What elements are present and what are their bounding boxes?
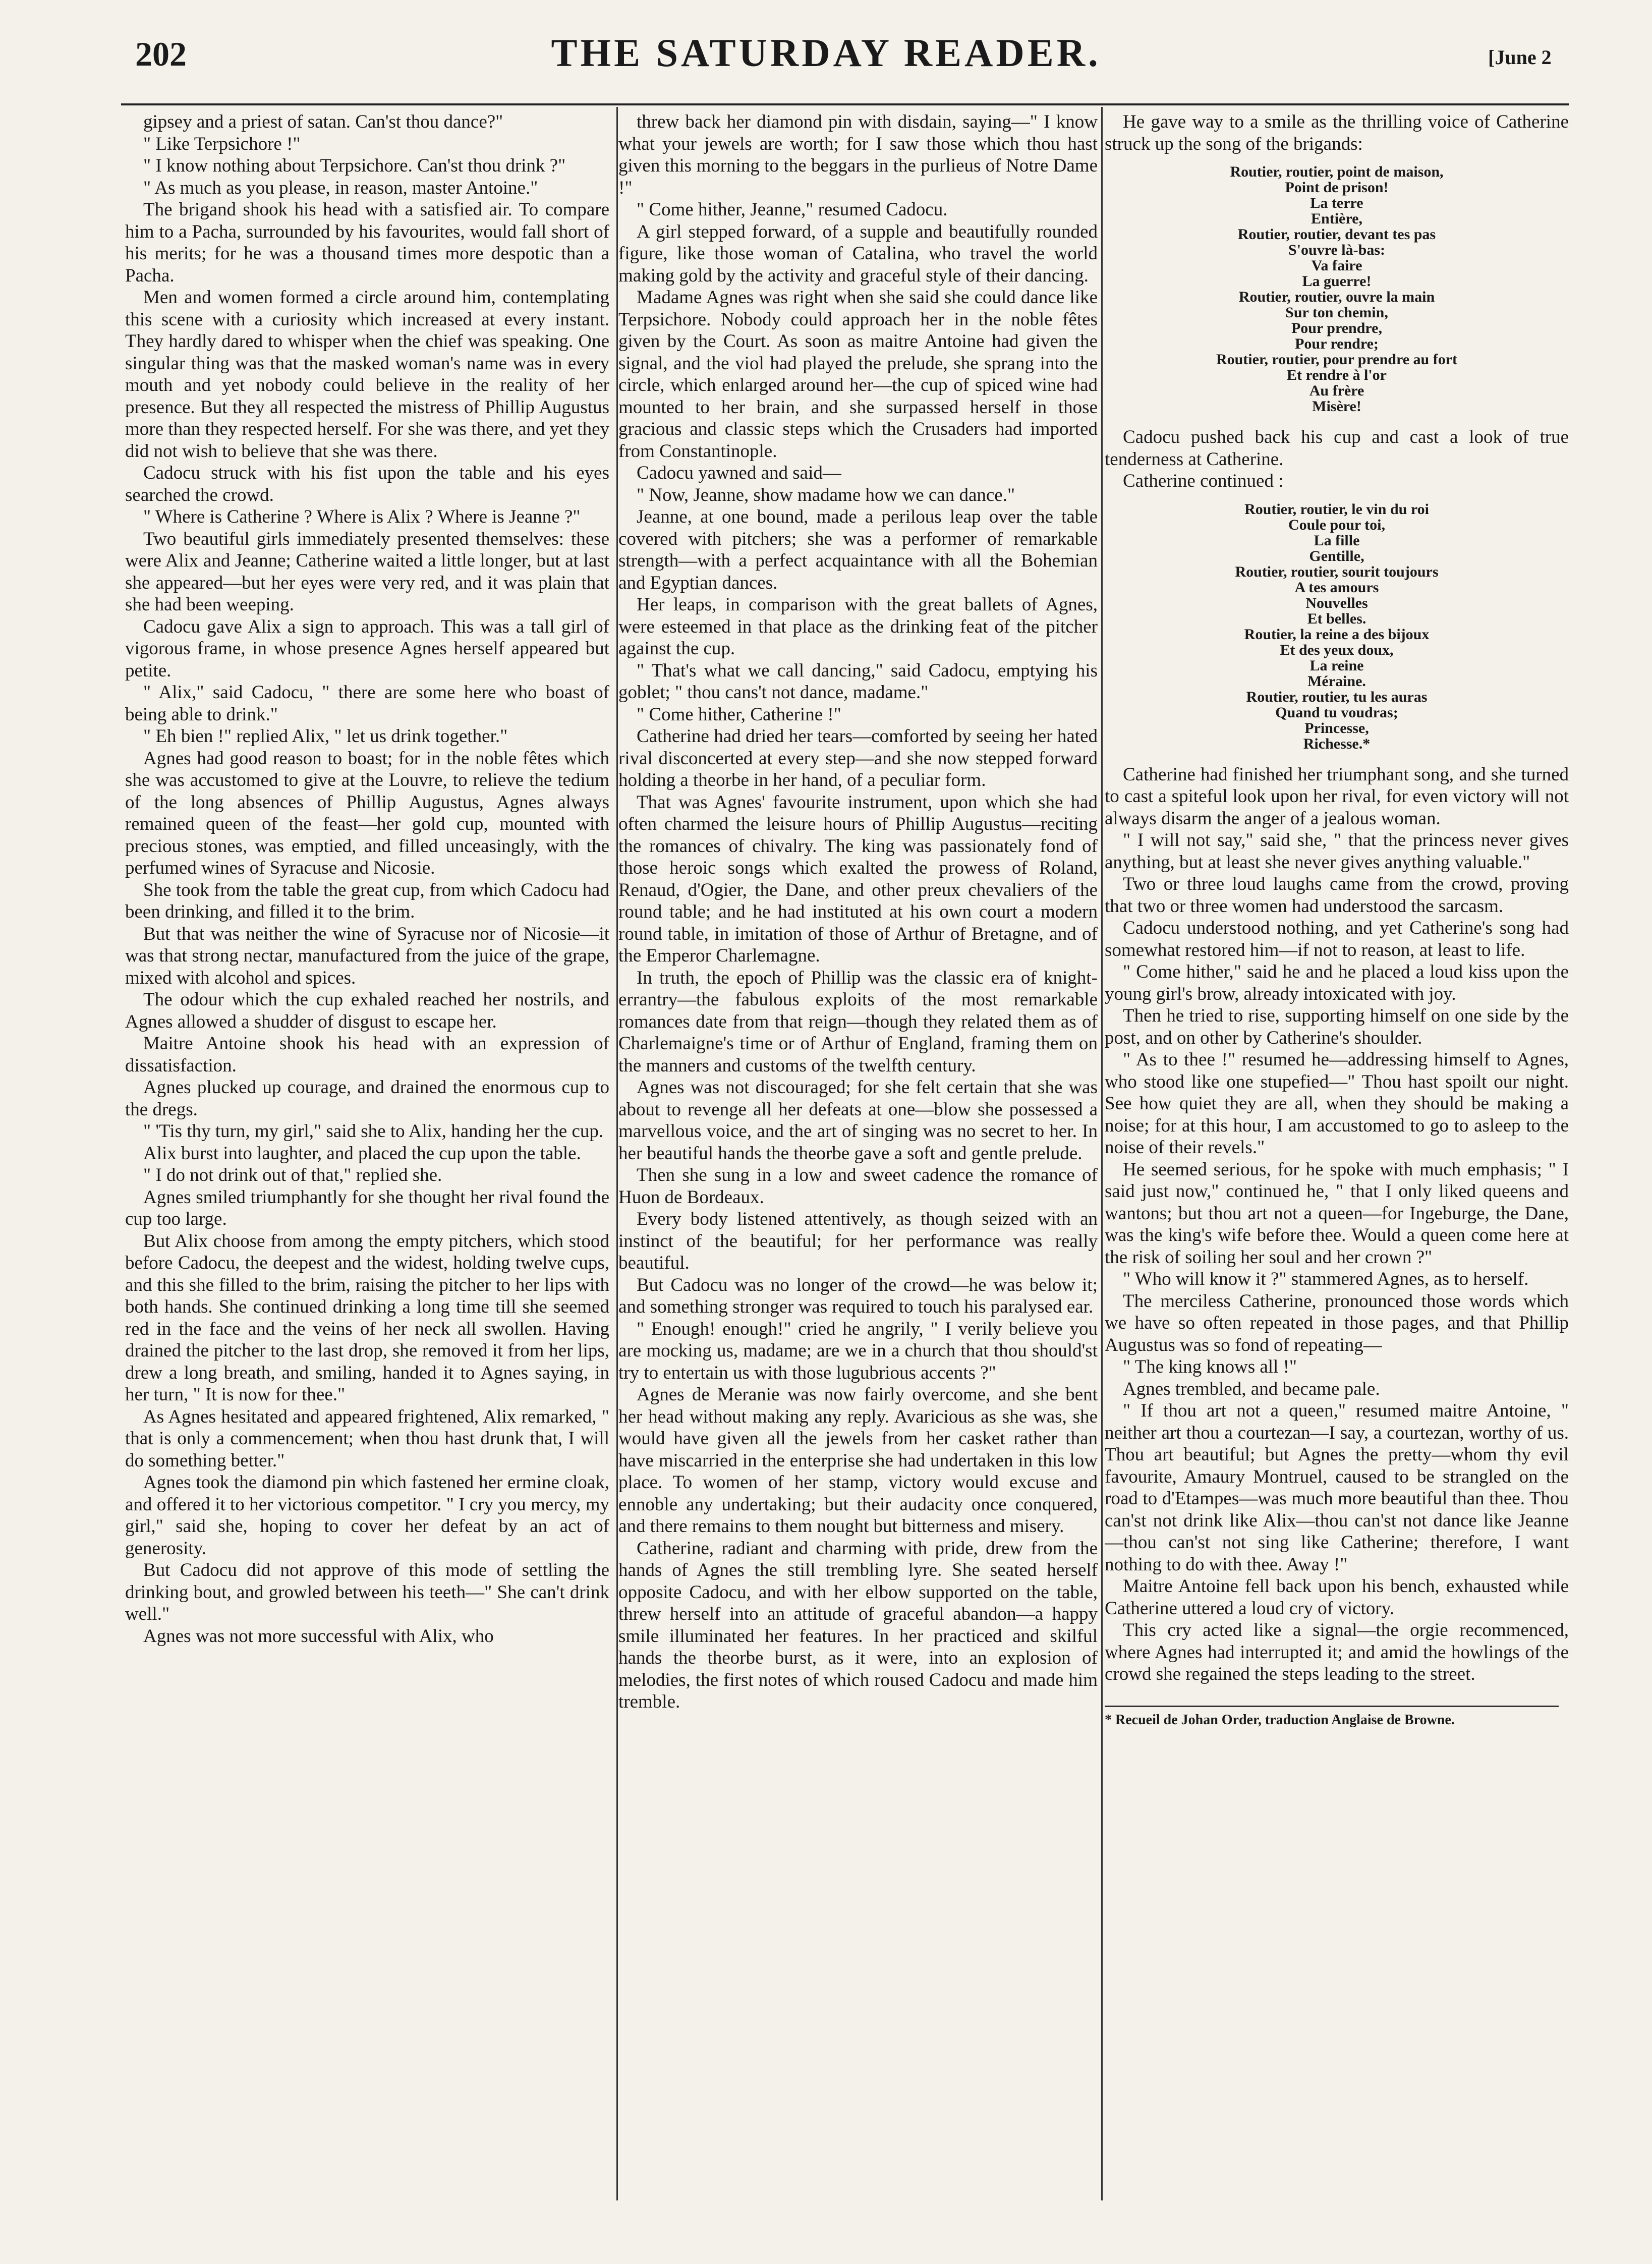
paragraph: threw back her diamond pin with disdain, saying—" I know what your jewels are worth; for I saw those which thou hast given this morning to the beggars in the purlieus of Notre Dame !" <box>618 111 1098 198</box>
paragraph: This cry acted like a signal—the orgie recommenced, where Agnes had interrupted it; and amid the howlings of the crowd she regained the steps leading to the street. <box>1105 1620 1569 1684</box>
verse-line: Va faire <box>1311 257 1362 274</box>
song-intro <box>1105 111 1569 155</box>
verse-line: Nouvelles <box>1305 594 1368 611</box>
column-3-body <box>1105 764 1569 1685</box>
paragraph: He gave way to a smile as the thrilling voice of Catherine struck up the song of the brigands: <box>1105 111 1569 154</box>
verse-line: Au frère <box>1309 382 1364 399</box>
column-3 <box>1105 111 1569 2210</box>
paragraph: Agnes trembled, and became pale. <box>1123 1378 1380 1399</box>
paragraph: " Eh bien !" replied Alix, " let us drink together." <box>143 726 508 747</box>
paragraph: Cadocu struck with his fist upon the table and his eyes searched the crowd. <box>125 463 609 505</box>
paragraph: The brigand shook his head with a satisfied air. To compare him to a Pacha, surrounded by his favourites, would fall short of his merits; for he was a thousand times more despotic than a Pacha. <box>125 199 609 286</box>
verse-line: La terre <box>1310 195 1363 211</box>
paragraph: Jeanne, at one bound, made a perilous leap over the table covered with pitchers; she was a performer of remarkable strength—with a perfect acquaintance with all the Bohemian and Egyptian dances. <box>618 506 1098 593</box>
footnote-rule <box>1105 1706 1559 1707</box>
paragraph: " Come hither, Catherine !" <box>637 704 841 725</box>
paragraph: Agnes smiled triumphantly for she thought her rival found the cup too large. <box>125 1186 609 1229</box>
paragraph: " If thou art not a queen," resumed maitre Antoine, " neither art thou a courtezan—I say, a courtezan, worthy of us. Thou art beautiful; but Agnes the pretty—whom thy evil favourite, Amaury Montruel, caused to be strangled on the road to d'Etampes—was much more beautiful than thee. Thou can'st not drink like Alix—thou can'st not dance like Jeanne—thou can'st not sing like Catherine; therefore, I want nothing to do with thee. Away !" <box>1105 1400 1569 1575</box>
paragraph: Catherine had dried her tears—comforted by seeing her hated rival disconcerted at every step—and she now stepped forward holding a theorbe in her hand, of a peculiar form. <box>618 726 1098 790</box>
paragraph: As Agnes hesitated and appeared frightened, Alix remarked, " that is only a commencement; when thou hast drunk that, I will do something better." <box>125 1406 609 1471</box>
paragraph: " Come hither," said he and he placed a loud kiss upon the young girl's brow, already intoxicated with joy. <box>1105 961 1569 1004</box>
paragraph: " Alix," said Cadocu, " there are some here who boast of being able to drink." <box>125 682 609 725</box>
paragraph: " Come hither, Jeanne," resumed Cadocu. <box>637 199 948 220</box>
column-1 <box>125 111 609 2210</box>
verse-line: Et belles. <box>1307 610 1366 627</box>
song-verse-2 <box>1105 501 1569 752</box>
verse-line: Coule pour toi, <box>1288 516 1385 533</box>
verse-line: Routier, routier, pour prendre au fort <box>1216 351 1458 368</box>
paragraph: " Enough! enough!" cried he angrily, " I verily believe you are mocking us, madame; are we in a church that thou should'st try to entertain us with those lugubrious accents ?" <box>618 1318 1098 1383</box>
paragraph: Two beautiful girls immediately presented themselves: these were Alix and Jeanne; Catherine waited a little longer, but at last she appeared—but her eyes were very red, and it was plain that she had been weeping. <box>125 528 609 615</box>
verse-line: Routier, routier, point de maison, <box>1230 163 1444 180</box>
verse-line: Routier, la reine a des bijoux <box>1244 626 1430 643</box>
masthead <box>0 30 1652 86</box>
song-verse-1 <box>1105 164 1569 414</box>
verse-line: Quand tu voudras; <box>1275 704 1398 721</box>
verse-line: Misère! <box>1312 398 1361 415</box>
footnote: * Recueil de Johan Order, traduction Anglaise de Browne. <box>1105 1712 1455 1728</box>
column-divider-2 <box>1101 107 1103 2200</box>
paragraph: " As much as you please, in reason, master Antoine." <box>143 177 538 198</box>
verse-line: Entière, <box>1311 210 1362 227</box>
verse-line: Routier, routier, tu les auras <box>1246 688 1428 705</box>
paragraph: gipsey and a priest of satan. Can'st thou dance?" <box>143 111 503 132</box>
paragraph: She took from the table the great cup, from which Cadocu had been drinking, and filled it to the brim. <box>125 879 609 922</box>
verse-line: La reine <box>1309 657 1364 674</box>
paragraph: Cadocu understood nothing, and yet Catherine's song had somewhat restored him—if not to reason, at least to life. <box>1105 918 1569 960</box>
paragraph: Maitre Antoine shook his head with an expression of dissatisfaction. <box>125 1033 609 1076</box>
verse-line: S'ouvre là-bas: <box>1288 242 1385 258</box>
paragraph: Agnes had good reason to boast; for in the noble fêtes which she was accustomed to give at the Louvre, to relieve the tedium of the long absences of Phillip Augustus, Agnes always remained queen of the feast—her gold cup, mounted with precious stones, was emptied, and filled unceasingly, with the perfumed wines of Syracuse and Nicosie. <box>125 748 609 878</box>
verse-line: Routier, routier, le vin du roi <box>1244 500 1429 518</box>
paragraph: " Like Terpsichore !" <box>143 133 301 154</box>
verse-line: Gentille, <box>1309 547 1364 564</box>
verse-line: Et rendre à l'or <box>1286 367 1387 383</box>
paragraph: " I will not say," said she, " that the princess never gives anything, but at least she never gives anything valuable." <box>1105 830 1569 873</box>
paragraph: Maitre Antoine fell back upon his bench, exhausted while Catherine uttered a loud cry of victory. <box>1105 1576 1569 1619</box>
paragraph: Men and women formed a circle around him, contemplating this scene with a curiosity which increased at every instant. They hardly dared to whisper when the chief was speaking. One singular thing was that the masked woman's name was in every mouth and yet nobody could believe in the reality of her presence. But they all respected the mistress of Phillip Augustus more than they respected herself. For she was there, and yet they did not wish to believe that she was there. <box>125 287 609 462</box>
paragraph: " Now, Jeanne, show madame how we can dance." <box>637 484 1015 505</box>
verse-line: La guerre! <box>1302 273 1372 290</box>
paragraph: But Cadocu was no longer of the crowd—he was below it; and something stronger was required to touch his paralysed ear. <box>618 1274 1098 1317</box>
paragraph: Agnes de Meranie was now fairly overcome, and she bent her head without making any reply. Avaricious as she was, she would have given all the jewels from her casket rather than have miscarried in the enterprise she had undertaken in this low place. To women of her stamp, victory would excuse and ennoble any undertaking; but their audacity once conquered, and there remains to them nought but bitterness and misery. <box>618 1384 1098 1537</box>
verse-line: Princesse, <box>1304 719 1369 737</box>
newspaper-title: THE SATURDAY READER. <box>551 31 1101 75</box>
verse-line: Méraine. <box>1307 672 1366 690</box>
paragraph: But Cadocu did not approve of this mode of settling the drinking bout, and growled between his teeth—" She can't drink well." <box>125 1560 609 1624</box>
verse-line: Routier, routier, ouvre la main <box>1238 289 1435 305</box>
song-interlude <box>1105 426 1569 492</box>
paragraph: " That's what we call dancing," said Cadocu, emptying his goblet; " thou cans't not dance, madame." <box>618 660 1098 703</box>
paragraph: Then he tried to rise, supporting himself on one side by the post, and on other by Catherine's shoulder. <box>1105 1005 1569 1048</box>
paragraph: Agnes plucked up courage, and drained the enormous cup to the dregs. <box>125 1077 609 1120</box>
paragraph: Agnes took the diamond pin which fastened her ermine cloak, and offered it to her victorious competitor. " I cry you mercy, my girl," said she, hoping to cover her defeat by an act of generosity. <box>125 1472 609 1559</box>
paragraph: Catherine, radiant and charming with pride, drew from the hands of Agnes the still trembling lyre. She seated herself opposite Cadocu, and with her elbow supported on the table, threw herself into an attitude of graceful abandon—a happy smile illuminated her features. In her practiced and skilful hands the theorbe burst, as it were, into an explosion of melodies, the first notes of which roused Cadocu and made him tremble. <box>618 1538 1098 1712</box>
column-divider-1 <box>616 107 618 2200</box>
paragraph: Catherine had finished her triumphant song, and she turned to cast a spiteful look upon her rival, for even victory will not always disarm the anger of a jealous woman. <box>1105 764 1569 829</box>
paragraph: " I do not drink out of that," replied she. <box>143 1165 442 1185</box>
paragraph: The odour which the cup exhaled reached her nostrils, and Agnes allowed a shudder of disgust to escape her. <box>125 989 609 1032</box>
paragraph: But Alix choose from among the empty pitchers, which stood before Cadocu, the deepest and the widest, holding twelve cups, and this she filled to the brim, raising the pitcher to her lips with both hands. She continued drinking a long time till she seemed red in the face and the veins of her neck all swollen. Having drained the pitcher to the last drop, she removed it from her lips, drew a long breath, and smiling, handed it to Agnes saying, in her turn, " It is now for thee." <box>125 1230 609 1405</box>
paragraph: " 'Tis thy turn, my girl," said she to Alix, handing her the cup. <box>143 1121 604 1142</box>
verse-line: Pour prendre, <box>1291 320 1382 336</box>
verse-line: A tes amours <box>1294 579 1379 596</box>
verse-line: Et des yeux doux, <box>1280 641 1394 658</box>
paragraph: Alix burst into laughter, and placed the cup upon the table. <box>143 1143 581 1164</box>
paragraph: But that was neither the wine of Syracuse nor of Nicosie—it was that strong nectar, manufactured from the juice of the grape, mixed with alcohol and spices. <box>125 923 609 988</box>
paragraph: " I know nothing about Terpsichore. Can'st thou drink ?" <box>143 155 566 176</box>
paragraph: In truth, the epoch of Phillip was the classic era of knight-errantry—the fabulous exploits of the most remarkable romances date from that reign—though they related them as of Charlemaigne's time or of Arthur of England, framing them on the manners and customs of the twelfth century. <box>618 967 1098 1076</box>
paragraph: Agnes was not more successful with Alix, who <box>143 1625 494 1647</box>
paragraph: " Where is Catherine ? Where is Alix ? Where is Jeanne ?" <box>143 506 581 527</box>
paragraph: Madame Agnes was right when she said she could dance like Terpsichore. Nobody could approach her in the noble fêtes given by the Court. As soon as maitre Antoine had given the signal, and the viol had played the prelude, she sprang into the circle, which enlarged around her—the cup of spiced wine had mounted to her brain, and she surpassed herself in those gracious and classic steps which the Crusaders had imported from Constantinople. <box>618 287 1098 462</box>
paragraph: The merciless Catherine, pronounced those words which we have so often repeated in those pages, and that Phillip Augustus was so fond of repeating— <box>1105 1290 1569 1355</box>
verse-line: Sur ton chemin, <box>1285 304 1388 321</box>
page-number: 202 <box>135 35 187 73</box>
paragraph: Her leaps, in comparison with the great ballets of Agnes, were esteemed in that place as the drinking feat of the pitcher against the cup. <box>618 594 1098 659</box>
verse-line: Routier, routier, sourit toujours <box>1235 563 1439 580</box>
verse-line: La fille <box>1314 532 1360 549</box>
paragraph: Two or three loud laughs came from the crowd, proving that two or three women had understood the sarcasm. <box>1105 874 1569 917</box>
paragraph: Then she sung in a low and sweet cadence the romance of Huon de Bordeaux. <box>618 1165 1098 1208</box>
verse-line: Point de prison! <box>1285 179 1389 196</box>
paragraph: " Who will know it ?" stammered Agnes, as to herself. <box>1123 1269 1529 1289</box>
column-2 <box>618 111 1098 2210</box>
paragraph: Cadocu yawned and said— <box>637 463 841 483</box>
paragraph: That was Agnes' favourite instrument, upon which she had often charmed the leisure hours of Phillip Augustus—reciting the romances of chivalry. The king was passionately fond of those heroic songs which exalted the prowess of Roland, Renaud, d'Ogier, the Dane, and other preux chevaliers of the round table; and he had instituted at his own court a modern round table, in imitation of those of Arthur of Bretagne, and of the Emperor Charlemagne. <box>618 791 1098 966</box>
verse-line: Pour rendre; <box>1295 335 1379 352</box>
paragraph: " The king knows all !" <box>1123 1356 1297 1377</box>
issue-date: [June 2 <box>1488 46 1552 69</box>
paragraph: A girl stepped forward, of a supple and beautifully rounded figure, like those woman of Catalina, who travel the world making gold by the activity and graceful style of their dancing. <box>618 221 1098 286</box>
paragraph: Every body listened attentively, as though seized with an instinct of the beautiful; for her performance was really beautiful. <box>618 1209 1098 1273</box>
paragraph: Cadocu pushed back his cup and cast a look of true tenderness at Catherine. <box>1105 427 1569 470</box>
paragraph: Catherine continued : <box>1123 471 1284 491</box>
header-rule <box>121 103 1569 105</box>
paragraph: Cadocu gave Alix a sign to approach. This was a tall girl of vigorous frame, in whose presence Agnes herself appeared but petite. <box>125 616 609 681</box>
verse-line: Routier, routier, devant tes pas <box>1237 226 1436 243</box>
verse-line: Richesse.* <box>1303 735 1371 752</box>
paragraph: " As to thee !" resumed he—addressing himself to Agnes, who stood like one stupefied—" Thou hast spoilt our night. See how quiet they are all, when they should be making a noise; for at this hour, I am accustomed to go to asleep to the noise of their revels." <box>1105 1049 1569 1158</box>
paragraph: Agnes was not discouraged; for she felt certain that she was about to revenge all her defeats at one—blow she possessed a marvellous voice, and the art of singing was no secret to her. In her beautiful hands the theorbe gave a soft and gentle prelude. <box>618 1077 1098 1164</box>
paragraph: He seemed serious, for he spoke with much emphasis; " I said just now," continued he, " that I only liked queens and wantons; but thou art not a queen—for Ingeburge, the Dane, was the king's wife before thee. Would a queen come here at the risk of soiling her soul and her crown ?" <box>1105 1159 1569 1268</box>
